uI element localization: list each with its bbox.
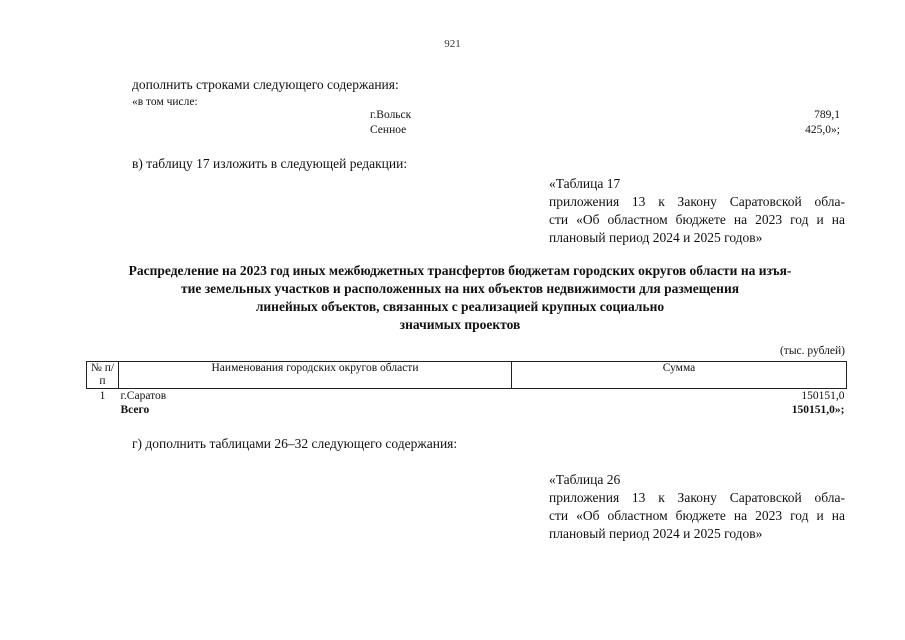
reference-line: плановый период 2024 и 2025 годов» [549,230,763,245]
cell-empty [87,403,119,417]
table26-reference [549,471,845,543]
block3-intro: г) дополнить таблицами 26–32 следующего содержания: [132,436,458,451]
header-sum: Сумма [512,362,847,389]
reference-line: «Таблица 26 [549,472,621,487]
block1-row-value: 789,1 [814,109,840,121]
title-line: тие земельных участков и расположенных на них объектов недвижимости для размещения [180,281,740,296]
reference-line: приложения 13 к Закону Саратовской обла- [549,490,845,505]
reference-line: приложения 13 к Закону Саратовской обла- [549,194,845,209]
header-name: Наименования городских округов области [119,362,512,389]
page-number: 921 [444,38,461,50]
total-label: Всего [120,404,150,416]
total-sum: 150151,0»; [791,404,845,416]
block1-row-value: 425,0»; [805,124,840,136]
reference-line: сти «Об областном бюджете на 2023 год и на [549,508,845,523]
cell-name: г.Саратов [120,390,167,402]
title-line: линейных объектов, связанных с реализацией крупных социально [255,299,665,314]
title-line: значимых проектов [399,317,521,332]
cell-sum: 150151,0 [801,390,845,402]
table-row [87,389,847,404]
block1-row-name: Сенное [370,124,407,136]
unit-label: (тыс. рублей) [779,345,845,357]
table17-title [60,262,860,334]
reference-line: плановый период 2024 и 2025 годов» [549,526,763,541]
block1-row-name: г.Вольск [370,109,412,121]
reference-line: сти «Об областном бюджете на 2023 год и на [549,212,845,227]
table-total-row [87,403,847,417]
cell-num: 1 [99,390,106,402]
table17-reference [549,175,845,247]
block1-intro: дополнить строками следующего содержания: [132,77,399,92]
transfers-table [86,361,847,417]
block1-sub-intro: «в том числе: [132,96,198,108]
header-num: № п/п [87,362,119,389]
title-line: Распределение на 2023 год иных межбюджетных трансфертов бюджетам городских округов области на изъя- [128,263,792,278]
table-header-row [87,362,847,389]
block2-intro: в) таблицу 17 изложить в следующей редакции: [132,156,408,171]
reference-line: «Таблица 17 [549,176,621,191]
